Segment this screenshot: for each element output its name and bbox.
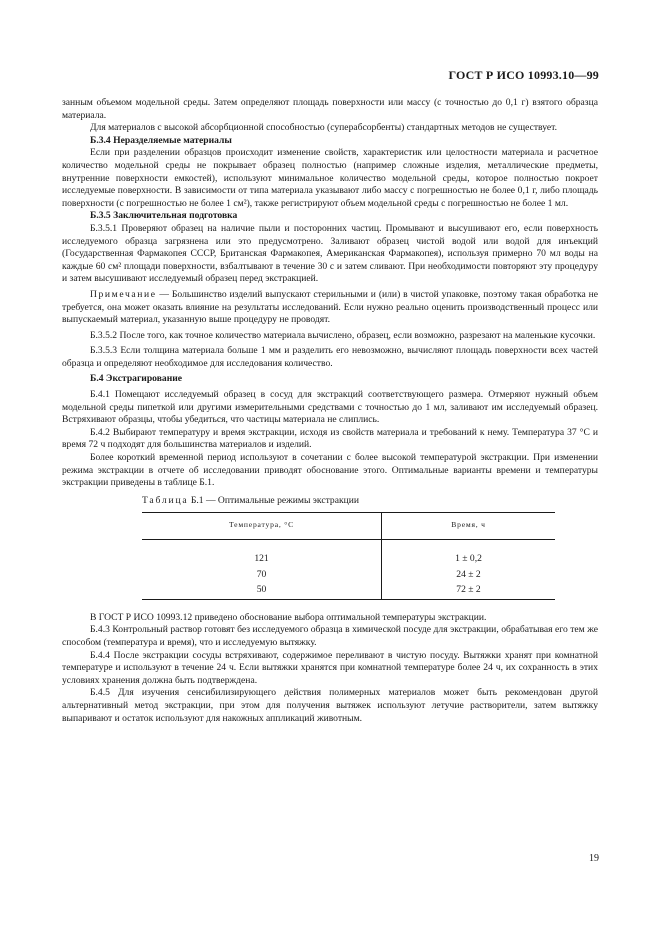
table-b1 xyxy=(142,512,555,599)
paragraph: Более короткий временной период используют в сочетании с более высокой температурой экстракции. При изменении режима экстракции в отчете об исследовании приводят обоснование этого. Оптимальные варианты времени и температуры экстракции приведены в таблице Б.1. xyxy=(62,452,598,489)
paragraph: Б.3.5.2 После того, как точное количество материала вычислено, образец, если возможно, разрезают на маленькие кусочки. xyxy=(90,329,596,341)
table-spacer-row xyxy=(142,540,555,553)
paragraph: Для материалов с высокой абсорбционной способностью (суперабсорбенты) стандартных методов не существует. xyxy=(90,122,558,134)
document-body xyxy=(62,97,598,725)
page-header-standard-code: ГОСТ Р ИСО 10993.10—99 xyxy=(448,68,599,82)
paragraph: занным объемом модельной среды. Затем определяют площадь поверхности или массу (с точностью до 0,1 г) взятого образца материала. xyxy=(62,97,598,121)
paragraph: Если при разделении образцов происходит изменение свойств, характеристик или целостности материала и расчетное количество модельной среды не покрывает образец полностью (например сложные изделия, металлические предметы, внутренние поверхности емкостей), используют минимальное количество модельной среды, которое полностью покроет исследуемые поверхности. В зависимости от типа материала указывают либо массу с погрешностью не более 0,1 г, либо площадь поверхности (с погрешностью не более 1 см²), также регистрируют объем модельной среды с погрешностью не более 1 мл. xyxy=(62,147,598,209)
table-caption xyxy=(142,495,598,508)
table-b1-block xyxy=(62,495,598,600)
table-caption-text: Б.1 — Оптимальные режимы экстракции xyxy=(188,494,360,506)
spacer-cell xyxy=(382,540,555,553)
note-paragraph xyxy=(62,289,598,327)
paragraph: Б.3.5.1 Проверяют образец на наличие пыли и посторонних частиц. Промывают и высушивают его, если поверхность исследуемого образца загрязнена или это предусмотрено. Заливают образец чистой водой или водой для инъекций (Государственная Фармакопея СССР, Британская Фармакопея, Американская Фармакопея), используя примерно 70 мл воды на каждые 60 см² площади поверхности, взбалтывают в течение 30 с и затем сливают. При необходимости повторяют эту процедуру и затем высушивают исследуемый образец перед экстракцией. xyxy=(62,222,598,285)
section-heading-b35: Б.3.5 Заключительная подготовка xyxy=(90,210,238,222)
table-row xyxy=(142,552,555,568)
table-header-row xyxy=(142,513,555,540)
table-row xyxy=(142,568,555,584)
cell-time: 24 ± 2 xyxy=(382,568,555,584)
paragraph: Б.4.2 Выбирают температуру и время экстракции, исходя из свойств материала и требований к нему. Температура 37 °С и время 72 ч подходят для большинства материалов и изделий. xyxy=(62,426,598,451)
cell-time: 72 ± 2 xyxy=(382,583,555,599)
page-number: 19 xyxy=(589,853,599,864)
spacer-cell xyxy=(142,540,382,553)
header-time: Время, ч xyxy=(382,513,555,540)
section-heading-b4: Б.4 Экстрагирование xyxy=(90,373,183,385)
paragraph: Б.4.3 Контрольный раствор готовят без исследуемого образца в химической посуде для экстракции, обрабатывая его тем же способом (температура и время), что и исследуемую вытяжку. xyxy=(62,624,598,648)
paragraph: Б.4.5 Для изучения сенсибилизирующего действия полимерных материалов может быть рекомендован другой альтернативный метод экстракции, при этом для получения вытяжек используют летучие растворители, затем вытяжку выпаривают и остаток используют для накожных аппликаций животным. xyxy=(62,687,598,724)
cell-temperature: 70 xyxy=(256,568,267,580)
paragraph: В ГОСТ Р ИСО 10993.12 приведено обоснование выбора оптимальной температуры экстракции. xyxy=(90,611,487,623)
header-temperature: Температура, °С xyxy=(142,513,382,540)
paragraph: Б.4.4 После экстракции сосуды встряхивают, содержимое переливают в чистую посуду. Вытяжки хранят при комнатной температуре и используют в течение 24 ч. Если вытяжки хранятся при комнатной температуре более 24 ч, их сохранность в этих условиях хранения должна быть подтверждена. xyxy=(62,649,598,686)
section-heading-b34: Б.3.4 Неразделяемые материалы xyxy=(90,134,232,146)
cell-temperature: 121 xyxy=(254,553,269,564)
paragraph: Б.3.5.3 Если толщина материала больше 1 мм и разделить его невозможно, вычисляют площадь поверхности всех частей образца и определяют необходимое для исследования количество. xyxy=(62,345,598,369)
paragraph: Б.4.1 Помещают исследуемый образец в сосуд для экстракций соответствующего размера. Отмеряют нужный объем модельной среды пипеткой или другими измерительными средствами с точностью до 1 мл, заливают им исследуемый образец. Встряхивают образцы, чтобы убедиться, что частицы материала не слиплись. xyxy=(62,389,598,426)
table-caption-label: Таблица xyxy=(142,494,189,506)
note-text: — Большинство изделий выпускают стерильными и (или) в чистой упаковке, поэтому такая обработка не требуется, она может оказать влияние на результаты исследований. Если нужно реально оценить производственный процесс или выпускаемый материал, указанную выше процедуру не проводят. xyxy=(62,288,598,326)
cell-temperature: 50 xyxy=(256,584,267,596)
note-label: Примечание xyxy=(90,288,157,300)
table-row xyxy=(142,583,555,599)
cell-time: 1 ± 0,2 xyxy=(382,552,555,568)
